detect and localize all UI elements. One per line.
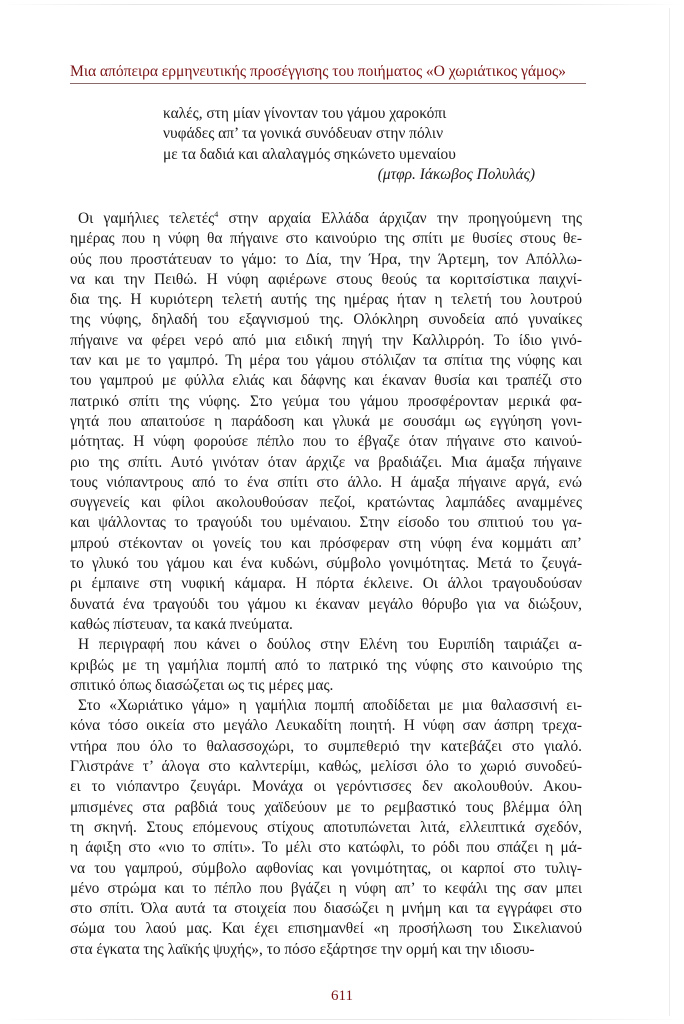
verse-attribution: (μτφρ. Ιάκωβος Πολυλάς) xyxy=(377,165,535,183)
text-line: Στο «Χωριάτικο γάμο» η γαμήλια πομπή αποδίδεται με μια θαλασσινή ει- xyxy=(78,697,582,715)
paragraph xyxy=(70,209,582,635)
text-line: Γλιστράνε τ’ άλογα στο καλντερίμι, καθώς, μελίσσι όλο το χωριό συνοδεύ- xyxy=(70,758,582,776)
text-line: κόνα τόσο οικεία στο μεγάλο Λευκαδίτη ποιητή. Η νύφη σαν άσπρη τρεχα- xyxy=(70,717,582,735)
paragraphs xyxy=(70,209,582,960)
text-line: της νύφης, δηλαδή του εξαγνισμού της. Ολόκληρη συνοδεία από γυναίκες xyxy=(70,311,582,329)
text-line xyxy=(70,209,582,229)
text-line: το γλυκό του γάμου και ένα κυδώνι, σύμβολο γονιμότητας. Μετά το ζευγά- xyxy=(70,555,582,573)
text-line: ντήρα που όλο το θαλασσοχώρι, το συμπεθεριό την κατεβάζει στο γιαλό. xyxy=(70,737,582,755)
text-line: σπιτικό όπως διασώζεται ως τις μέρες μας. xyxy=(70,676,334,694)
text-line: μπρού στέκονταν οι γονείς του και πρόσφεραν στη νύφη ένα κομμάτι απ’ xyxy=(70,534,582,552)
text-segment: Οι γαμήλιες τελετές xyxy=(78,210,215,227)
text-line: κριβώς με τη γαμήλια πομπή από το πατρικό της νύφης στο καινούριο της xyxy=(70,656,582,674)
text-line: ταν και με το γαμπρό. Τη μέρα του γάμου στόλιζαν τα σπίτια της νύφης και xyxy=(70,352,582,370)
text-line: δια της. Η κυριότερη τελετή αυτής της ημέρας ήταν η τελετή του λουτρού xyxy=(70,291,582,309)
text-line: τη σκηνή. Στους επόμενους στίχους αποτυπώνεται λιτά, ελλειπτικά σχεδόν, xyxy=(70,818,582,836)
text-line: γητά που απαιτούσε η παράδοση και γλυκά με σουσάμι ως εγγύηση γονι- xyxy=(70,412,582,430)
page-number: 611 xyxy=(331,988,353,1004)
verse-line: καλές, στη μίαν γίνονταν του γάμου χαροκόπι xyxy=(163,105,447,122)
page-edge-bottom xyxy=(0,1019,684,1020)
text-line: του γαμπρού με φύλλα ελιάς και δάφνης και έκαναν θυσία και τραπέζι στο xyxy=(70,372,582,390)
paragraph xyxy=(70,635,582,696)
running-header: Μια απόπειρα ερμηνευτικής προσέγγισης του ποιήματος «Ο χωριάτικος γάμος» xyxy=(70,63,586,84)
text-line: στα έγκατα της λαϊκής ψυχής», το πόσο εξάρτησε την ορμή και την ιδιοσυ- xyxy=(70,940,535,958)
text-line: ριο της σπίτι. Αυτό γινόταν όταν άρχιζε να βραδιάζει. Μια άμαξα πήγαινε xyxy=(70,453,582,471)
text-line: συγγενείς και φίλοι ακολουθούσαν πεζοί, κρατώντας λαμπάδες αναμμένες xyxy=(70,494,582,512)
text-line: δυνατά ένα τραγούδι του γάμου κι έκαναν μεγάλο θόρυβο για να διώξουν, xyxy=(70,595,582,613)
text-line: ημέρας που η νύφη θα πήγαινε στο καινούριο της σπίτι με θυσίες στους θε- xyxy=(70,230,582,248)
text-line: μπισμένες στα ραβδιά τους χαϊδεύουν με το ρεμβαστικό τους βλέμμα όλη xyxy=(70,798,582,816)
text-line: ρι έμπαινε στη νυφική κάμαρα. Η πόρτα έκλεινε. Οι άλλοι τραγουδούσαν xyxy=(70,575,582,593)
verse-line: με τα δαδιά και αλαλαγμός σηκώνετο υμεναίου xyxy=(163,145,456,163)
text-line: Η περιγραφή που κάνει ο δούλος στην Ελένη του Ευριπίδη ταιριάζει α- xyxy=(78,636,582,654)
verse-line: νυφάδες απ’ τα γονικά συνόδευαν στην πόλιν xyxy=(163,125,444,143)
text-line: να και την Πειθώ. Η νύφη αφιέρωνε στους θεούς τα κοριτσίστικα παιχνί- xyxy=(70,270,582,288)
text-line: στο σπίτι. Όλα αυτά τα στοιχεία που διασώζει η μνήμη και τα εγγράφει στο xyxy=(70,900,582,918)
text-line: και ψάλλοντας το τραγούδι του υμέναιου. Στην είσοδο του σπιτιού του γα- xyxy=(70,514,582,532)
text-line: ει το νιόπαντρο ζευγάρι. Μονάχα οι γερόντισσες δεν ακολουθούν. Ακου- xyxy=(70,778,582,796)
text-line: να του γαμπρού, σύμβολο αφθονίας και γονιμότητας, οι καρποί στο τυλιγ- xyxy=(70,859,582,877)
verse-quote xyxy=(163,104,583,185)
text-line: τους νιόπαντρους από το ένα σπίτι στο άλλο. Η άμαξα πήγαινε αργά, ενώ xyxy=(70,473,582,491)
text-line: μένο στρώμα και το πέπλο που βγάζει η νύφη απ’ το κεφάλι της σαν μπει xyxy=(70,879,582,897)
paragraph xyxy=(70,696,582,960)
text-line: πήγαινε να φέρει νερό από μια ειδική πηγή την Καλλιρρόη. Το ίδιο γινό- xyxy=(70,331,582,349)
page-edge-top xyxy=(0,4,684,5)
body-text xyxy=(70,209,582,960)
text-line: μότητας. Η νύφη φορούσε πέπλο που το έβγαζε όταν πήγαινε στο καινού- xyxy=(70,433,582,451)
text-line: σώμα του λαού μας. Και έχει επισημανθεί «η προσήλωση του Σικελιανού xyxy=(70,920,582,938)
text-line: ούς που προστάτευαν το γάμο: το Δία, την Ήρα, την Άρτεμη, τον Απόλλω- xyxy=(70,250,582,268)
text-line: καθώς πίστευαν, τα κακά πνεύματα. xyxy=(70,615,293,633)
text-segment: στην αρχαία Ελλάδα άρχιζαν την προηγούμενη της xyxy=(218,210,582,227)
text-line: η άφιξη στο «νιο το σπίτι». Το μέλι στο κατώφλι, το ρόδι που σπάζει η μά- xyxy=(70,839,582,857)
page-edge-right xyxy=(669,8,670,1016)
footnote-reference[interactable]: 4 xyxy=(214,209,219,219)
text-line: πατρικό σπίτι της νύφης. Στο γεύμα του γάμου προσφέρονταν μερικά φα- xyxy=(70,392,582,410)
